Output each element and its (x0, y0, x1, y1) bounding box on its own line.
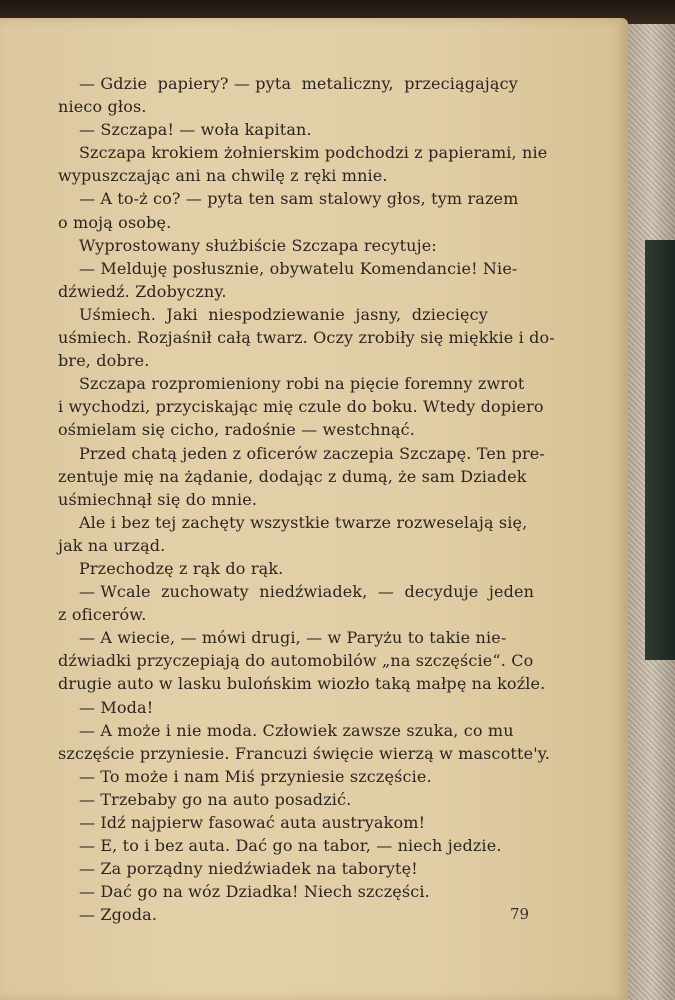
text-line: o moją osobę. (58, 212, 172, 232)
text-line: — Dać go na wóz Dziadka! Niech szczęści. (58, 882, 430, 902)
text-line: zentuje mię na żądanie, dodając z dumą, że sam Dziadek (58, 466, 527, 486)
text-line: — A to-ż co? — pyta ten sam stalowy głos, tym razem (58, 189, 519, 209)
text-line: Wyprostowany służbiście Szczapa recytuje: (58, 235, 437, 255)
text-line: — Za porządny niedźwiadek na taborytę! (58, 859, 418, 879)
text-line: — To może i nam Miś przyniesie szczęście. (58, 766, 432, 786)
text-line: Uśmiech. Jaki niespodziewanie jasny, dziecięcy (58, 304, 488, 324)
text-line: — A wiecie, — mówi drugi, — w Paryżu to takie nie- (58, 628, 507, 648)
text-line: ośmielam się cicho, radośnie — westchnąć. (58, 420, 415, 440)
text-line: nieco głos. (58, 97, 147, 117)
text-line: Przechodzę z rąk do rąk. (58, 558, 284, 578)
text-line: — Moda! (58, 697, 154, 717)
text-line: — Trzebaby go na auto posadzić. (58, 789, 352, 809)
text-line: Szczapa rozpromieniony robi na pięcie foremny zwrot (58, 374, 525, 394)
text-line: Szczapa krokiem żołnierskim podchodzi z papierami, nie (58, 143, 548, 163)
text-line: uśmiech. Rozjaśnił całą twarz. Oczy zrobiły się miękkie i do- (58, 328, 555, 348)
text-line: — E, to i bez auta. Dać go na tabor, — niech jedzie. (58, 836, 502, 856)
text-line: drugie auto w lasku bulońskim wiozło taką małpę na koźle. (58, 674, 546, 694)
text-line: Ale i bez tej zachęty wszystkie twarze rozweselają się, (58, 512, 528, 532)
text-line: dźwiadki przyczepiają do automobilów „na szczęście“. Co (58, 651, 534, 671)
page-number: 79 (510, 905, 530, 923)
text-line: jak na urząd. (58, 535, 166, 555)
text-line: dźwiedź. Zdobyczny. (58, 281, 227, 301)
text-line: — Zgoda. (58, 905, 158, 925)
text-line: wypuszczając ani na chwilę z ręki mnie. (58, 166, 388, 186)
text-line: — Idź najpierw fasować auta austryakom! (58, 813, 426, 832)
body-text (58, 72, 555, 926)
text-line: z oficerów. (58, 605, 147, 625)
binding-cloth-strip (645, 240, 675, 660)
text-line: uśmiechnął się do mnie. (58, 489, 258, 509)
text-line: — Melduję posłusznie, obywatelu Komendancie! Nie- (58, 258, 518, 278)
text-line: Przed chatą jeden z oficerów zaczepia Szczapę. Ten pre- (58, 443, 545, 463)
text-line: — Szczapa! — woła kapitan. (58, 120, 312, 140)
text-line: — Gdzie papiery? — pyta metaliczny, przeciągający (58, 74, 518, 93)
text-line: i wychodzi, przyciskając mię czule do boku. Wtedy dopiero (58, 397, 544, 417)
text-line: bre, dobre. (58, 351, 150, 371)
text-line: — Wcale zuchowaty niedźwiadek, — decyduje jeden (58, 582, 535, 602)
text-line: szczęście przyniesie. Francuzi święcie wierzą w mascotte'y. (58, 743, 551, 763)
text-line: — A może i nie moda. Człowiek zawsze szuka, co mu (58, 720, 514, 740)
